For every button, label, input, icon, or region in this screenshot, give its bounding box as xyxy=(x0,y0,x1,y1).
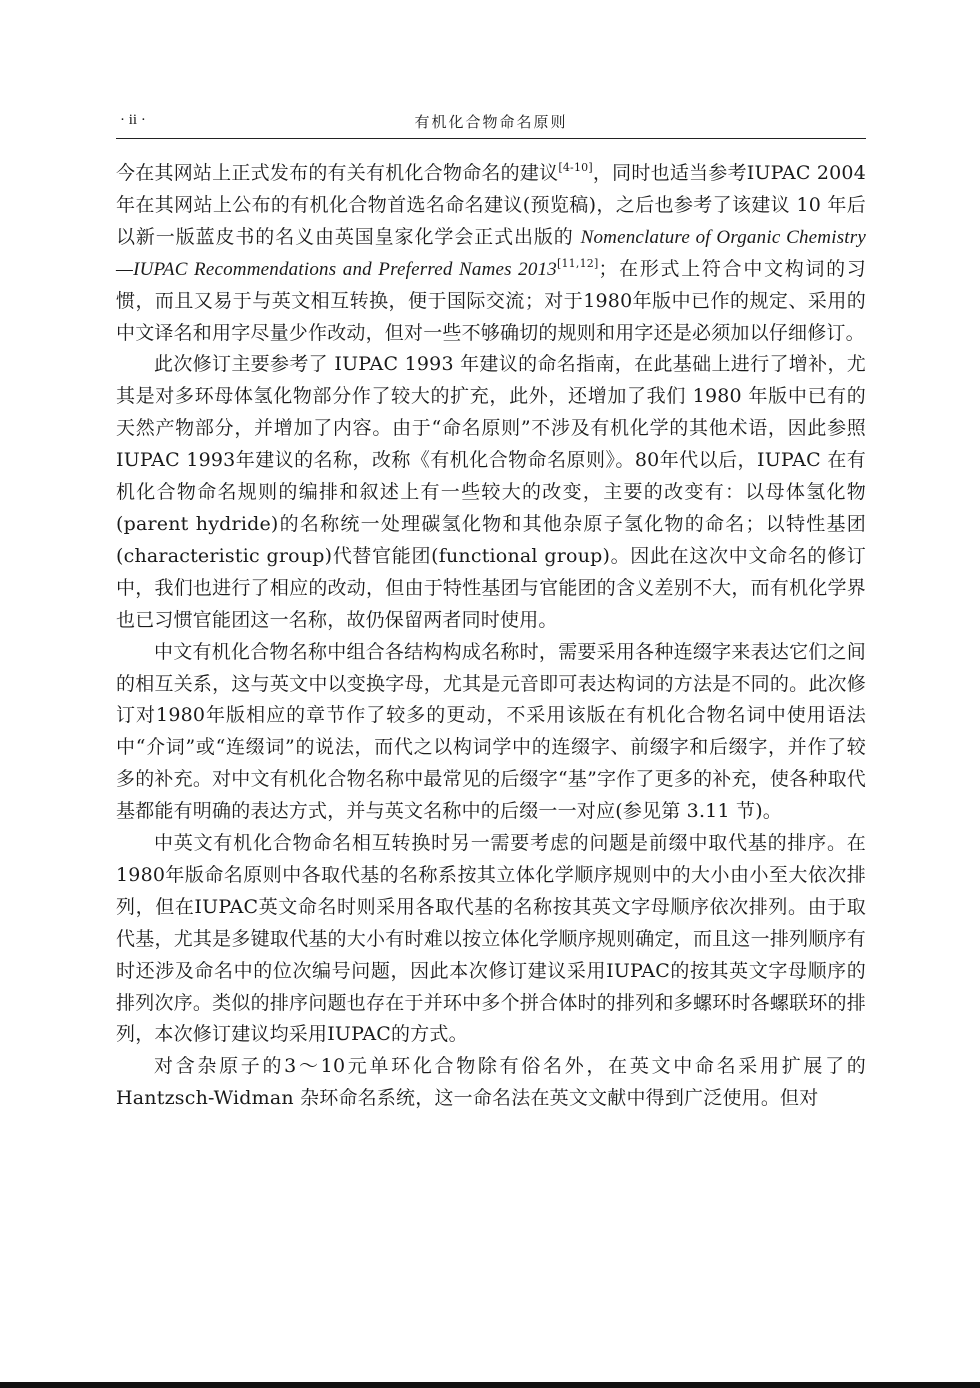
paragraph-4: 中英文有机化合物命名相互转换时另一需要考虑的问题是前缀中取代基的排序。在1980年版命名原则中各取代基的名称系按其立体化学顺序规则中的大小由小至大依次排列，但在IUPAC英文命名时则采用各取代基的名称按其英文字母顺序依次排列。由于取代基，尤其是多键取代基的大小有时难以按立体化学顺序规则确定，而且这一排列顺序有时还涉及命名中的位次编号问题，因此本次修订建议采用IUPAC的按其英文字母顺序的排列次序。类似的排序问题也存在于并环中多个拼合体时的排列和多螺环时各螺联环的排列，本次修订建议均采用IUPAC的方式。 xyxy=(116,832,866,1046)
paragraph-5: 对含杂原子的3～10元单环化合物除有俗名外，在英文中命名采用扩展了的Hantzsch-Widman 杂环命名系统，这一命名法在英文文献中得到广泛使用。但对 xyxy=(116,1055,866,1110)
citation-11-12: [11,12] xyxy=(556,256,599,270)
book-title: Nomenclature of Organic Chemistry —IUPAC Recommendations and Preferred Names 2013 xyxy=(116,226,867,280)
paragraph-1 xyxy=(116,158,866,349)
page-bottom-edge xyxy=(0,1382,980,1388)
paragraph-1-text-c: ；在形式上符合中文构词的习惯，而且又易于与英文相互转换，便于国际交流；对于1980年版中已作的规定、采用的中文译名和用字尽量少作改动，但对一些不够确切的规则和用字还是必须加以仔细修订。 xyxy=(116,257,866,344)
page-number: · ii · xyxy=(120,112,146,128)
paragraph-3: 中文有机化合物名称中组合各结构构成名称时，需要采用各种连缀字来表达它们之间的相互关系，这与英文中以变换字母，尤其是元音即可表达构词的方法是不同的。此次修订对1980年版相应的章节作了较多的更动，不采用该版在有机化合物名词中使用语法中“介词”或“连缀词”的说法，而代之以构词学中的连缀字、前缀字和后缀字，并作了较多的补充。对中文有机化合物名称中最常见的后缀字“基”字作了更多的补充，使各种取代基都能有明确的表达方式，并与英文名称中的后缀一一对应(参见第 3.11 节)。 xyxy=(116,640,866,823)
paragraph-2: 此次修订主要参考了 IUPAC 1993 年建议的命名指南，在此基础上进行了增补，尤其是对多环母体氢化物部分作了较大的扩充，此外，还增加了我们 1980 年版中已有的天然产物部分，并增加了内容。由于“命名原则”不涉及有机化学的其他术语，因此参照IUPAC 1993年建议的名称，改称《有机化合物命名原则》。80年代以后，IUPAC 在有机化合物命名规则的编排和叙述上有一些较大的改变，主要的改变有：以母体氢化物(parent hydride)的名称统一处理碳氢化物和其他杂原子氢化物的命名；以特性基团(characteristic group)代替官能团(functional group)。因此在这次中文命名的修订中，我们也进行了相应的改动，但由于特性基团与官能团的含义差别不大，而有机化学界也已习惯官能团这一名称，故仍保留两者同时使用。 xyxy=(116,353,866,631)
body-text xyxy=(116,158,866,1115)
page-header xyxy=(116,108,866,139)
citation-4-10: [4-10] xyxy=(558,161,593,174)
running-title: 有机化合物命名原则 xyxy=(414,113,568,131)
paragraph-1-text-a: 今在其网站上正式发布的有关有机化合物命名的建议 xyxy=(116,162,559,184)
paragraph-1-text-b: ，同时也适当参考IUPAC 2004年在其网站上公布的有机化合物首选名命名建议(预览稿)，之后也参考了该建议 10 年后以新一版蓝皮书的名义由英国皇家化学会正式出版的 xyxy=(116,162,866,248)
